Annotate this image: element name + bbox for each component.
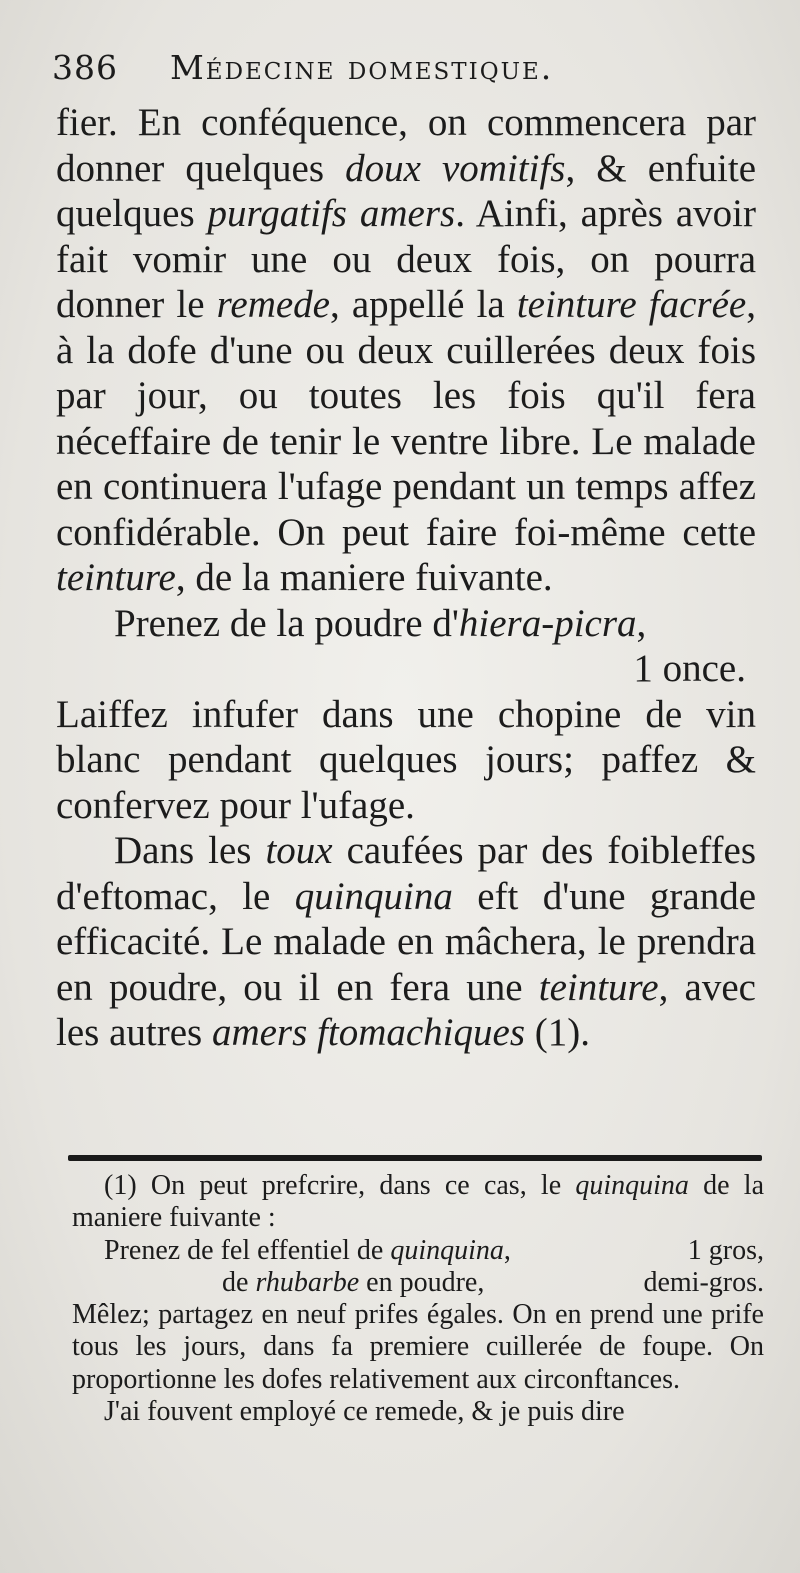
text-run: Dans les [114, 829, 266, 872]
paragraph-3 [56, 692, 756, 829]
text-run: . Ainfi, après avoir fait vomir une ou deux fois, on pourra donner le [56, 192, 757, 326]
italic-term: teinture facrée [516, 283, 747, 326]
text-run: , [636, 601, 647, 645]
text-run: en poudre, [359, 1266, 485, 1298]
text-run: , & enfuite quelques [56, 146, 756, 235]
text-run: , appellé la [330, 283, 517, 326]
footnote-instructions: Mêlez; partagez en neuf prifes égales. On en prend une prife tous les jours, dans fa premiere cuillerée de foupe. On proportionne les dofes relativement aux circonftances. [72, 1299, 764, 1395]
italic-term: toux [265, 829, 333, 872]
prescription-line-2 [72, 1267, 764, 1299]
italic-term: quinquina [390, 1234, 504, 1266]
text-run: Prenez de fel effentiel de [104, 1234, 391, 1266]
page-number: 386 [52, 48, 118, 87]
recipe-quantity: 1 once. [633, 647, 746, 690]
text-run: (1) On peut prefcrire, dans ce cas, le [104, 1170, 576, 1201]
italic-term: teinture [538, 965, 659, 1009]
footnote-rule [68, 1155, 762, 1161]
text-run: , à la dofe d'une ou deux cuillerées deux fois par jour, ou toutes les fois qu'il fera néceffaire de tenir le ventre libre. Le malade en continuera l'ufage pendant un temps affez confidérable. On peut faire foi-même cette [56, 283, 756, 554]
text-run: , avec les autres [56, 965, 756, 1054]
prescription-line-1 [72, 1235, 764, 1267]
italic-term: teinture [56, 556, 176, 599]
running-title: Médecine domestique. [170, 48, 554, 87]
italic-term: rhubarbe [255, 1266, 360, 1298]
prescription-quantity: demi-gros. [643, 1266, 764, 1298]
recipe-ingredient [56, 601, 756, 647]
italic-term: remede [216, 283, 330, 326]
italic-term: amers ftomachiques [211, 1011, 526, 1054]
text-run: Prenez de la poudre d' [114, 601, 459, 645]
text-run: , de la maniere fuivante. [175, 556, 553, 599]
italic-term: quinquina [294, 874, 453, 918]
footnote [72, 1170, 764, 1428]
footnote-intro [72, 1170, 764, 1235]
text-run: eft d'une grande efficacité. Le malade en mâchera, le prendra en poudre, ou il en fera une [56, 874, 757, 1009]
text-run: , [503, 1234, 511, 1266]
paragraph-1 [56, 100, 756, 601]
italic-term: hiera-picra [458, 601, 637, 645]
text-run: fier. En conféquence, on commencera par donner quelques [56, 101, 756, 190]
page-header [52, 48, 772, 98]
text-run: Laiffez infufer dans une chopine de vin blanc pendant quelques jours; paffez & confervez pour l'ufage. [56, 692, 756, 827]
paragraph-4 [56, 828, 756, 1056]
footnote-continuation: J'ai fouvent employé ce remede, & je puis dire [104, 1396, 625, 1428]
italic-term: quinquina [575, 1170, 689, 1201]
main-text [56, 100, 756, 1056]
text-run: de [222, 1266, 256, 1298]
text-run: caufées par des foibleffes d'eftomac, le [56, 829, 756, 918]
italic-term: doux vomitifs [345, 146, 566, 190]
italic-term: purgatifs amers [207, 192, 456, 235]
text-run: (1). [525, 1011, 590, 1054]
prescription-quantity: 1 gros, [687, 1234, 764, 1266]
text-run: de la maniere fuivante : [72, 1170, 765, 1234]
